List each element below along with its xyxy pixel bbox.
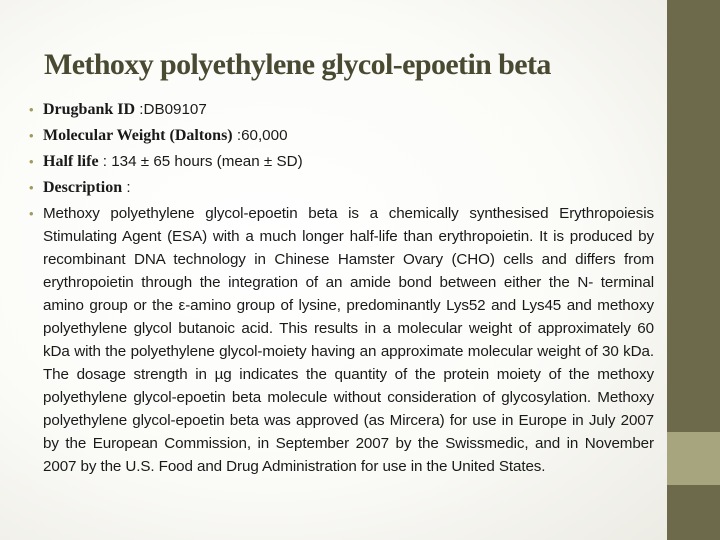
bullet-half-life (26, 150, 654, 173)
description-text: Methoxy polyethylene glycol-epoetin beta is a chemically synthesised Erythropoiesis Stimulating Agent (ESA) with a much longer half-life than erythropoietin. It is produced by recombinant DNA technology in Chinese Hamster Ovary (CHO) cells and differs from erythropoietin through the integration of an amide bond between either the N- terminal amino group or the ε-amino group of lysine, predominantly Lys52 and Lys45 and methoxy polyethylene glycol butanoic acid. This results in a molecular weight of approximately 60 kDa with the polyethylene glycol-moiety having an approximate molecular weight of 30 kDa. The dosage strength in µg indicates the quantity of the protein moiety of the methoxy polyethylene glycol-epoetin beta molecule without consideration of glycosylation. Methoxy polyethylene glycol-epoetin beta was approved (as Mircera) for use in Europe in July 2007 by the European Commission, in September 2007 by the Swissmedic, and in November 2007 by the U.S. Food and Drug Administration for use in the United States. (43, 205, 654, 475)
sidebar-band-top (667, 0, 720, 432)
bullet-drugbank-id (26, 98, 654, 121)
half-life-label: Half life (43, 153, 99, 170)
bullet-description (26, 176, 654, 199)
description-label: Description (43, 179, 123, 196)
half-life-value: : 134 ± 65 hours (mean ± SD) (98, 153, 303, 170)
bullet-icon: • (29, 154, 34, 169)
sidebar-band-accent (667, 432, 720, 485)
drugbank-id-value: :DB09107 (135, 101, 207, 118)
sidebar-band-bottom (667, 485, 720, 540)
bullet-icon: • (29, 206, 34, 221)
drugbank-id-label: Drugbank ID (43, 101, 136, 118)
bullet-molecular-weight (26, 124, 654, 147)
molecular-weight-label: Molecular Weight (Daltons) (43, 127, 233, 144)
bullet-icon: • (29, 180, 34, 195)
description-colon: : (122, 179, 131, 196)
bullet-description-text (26, 202, 654, 478)
bullet-list (26, 98, 654, 481)
bullet-icon: • (29, 102, 34, 117)
slide-title: Methoxy polyethylene glycol-epoetin beta (44, 48, 551, 81)
bullet-icon: • (29, 128, 34, 143)
molecular-weight-value: :60,000 (232, 127, 288, 144)
